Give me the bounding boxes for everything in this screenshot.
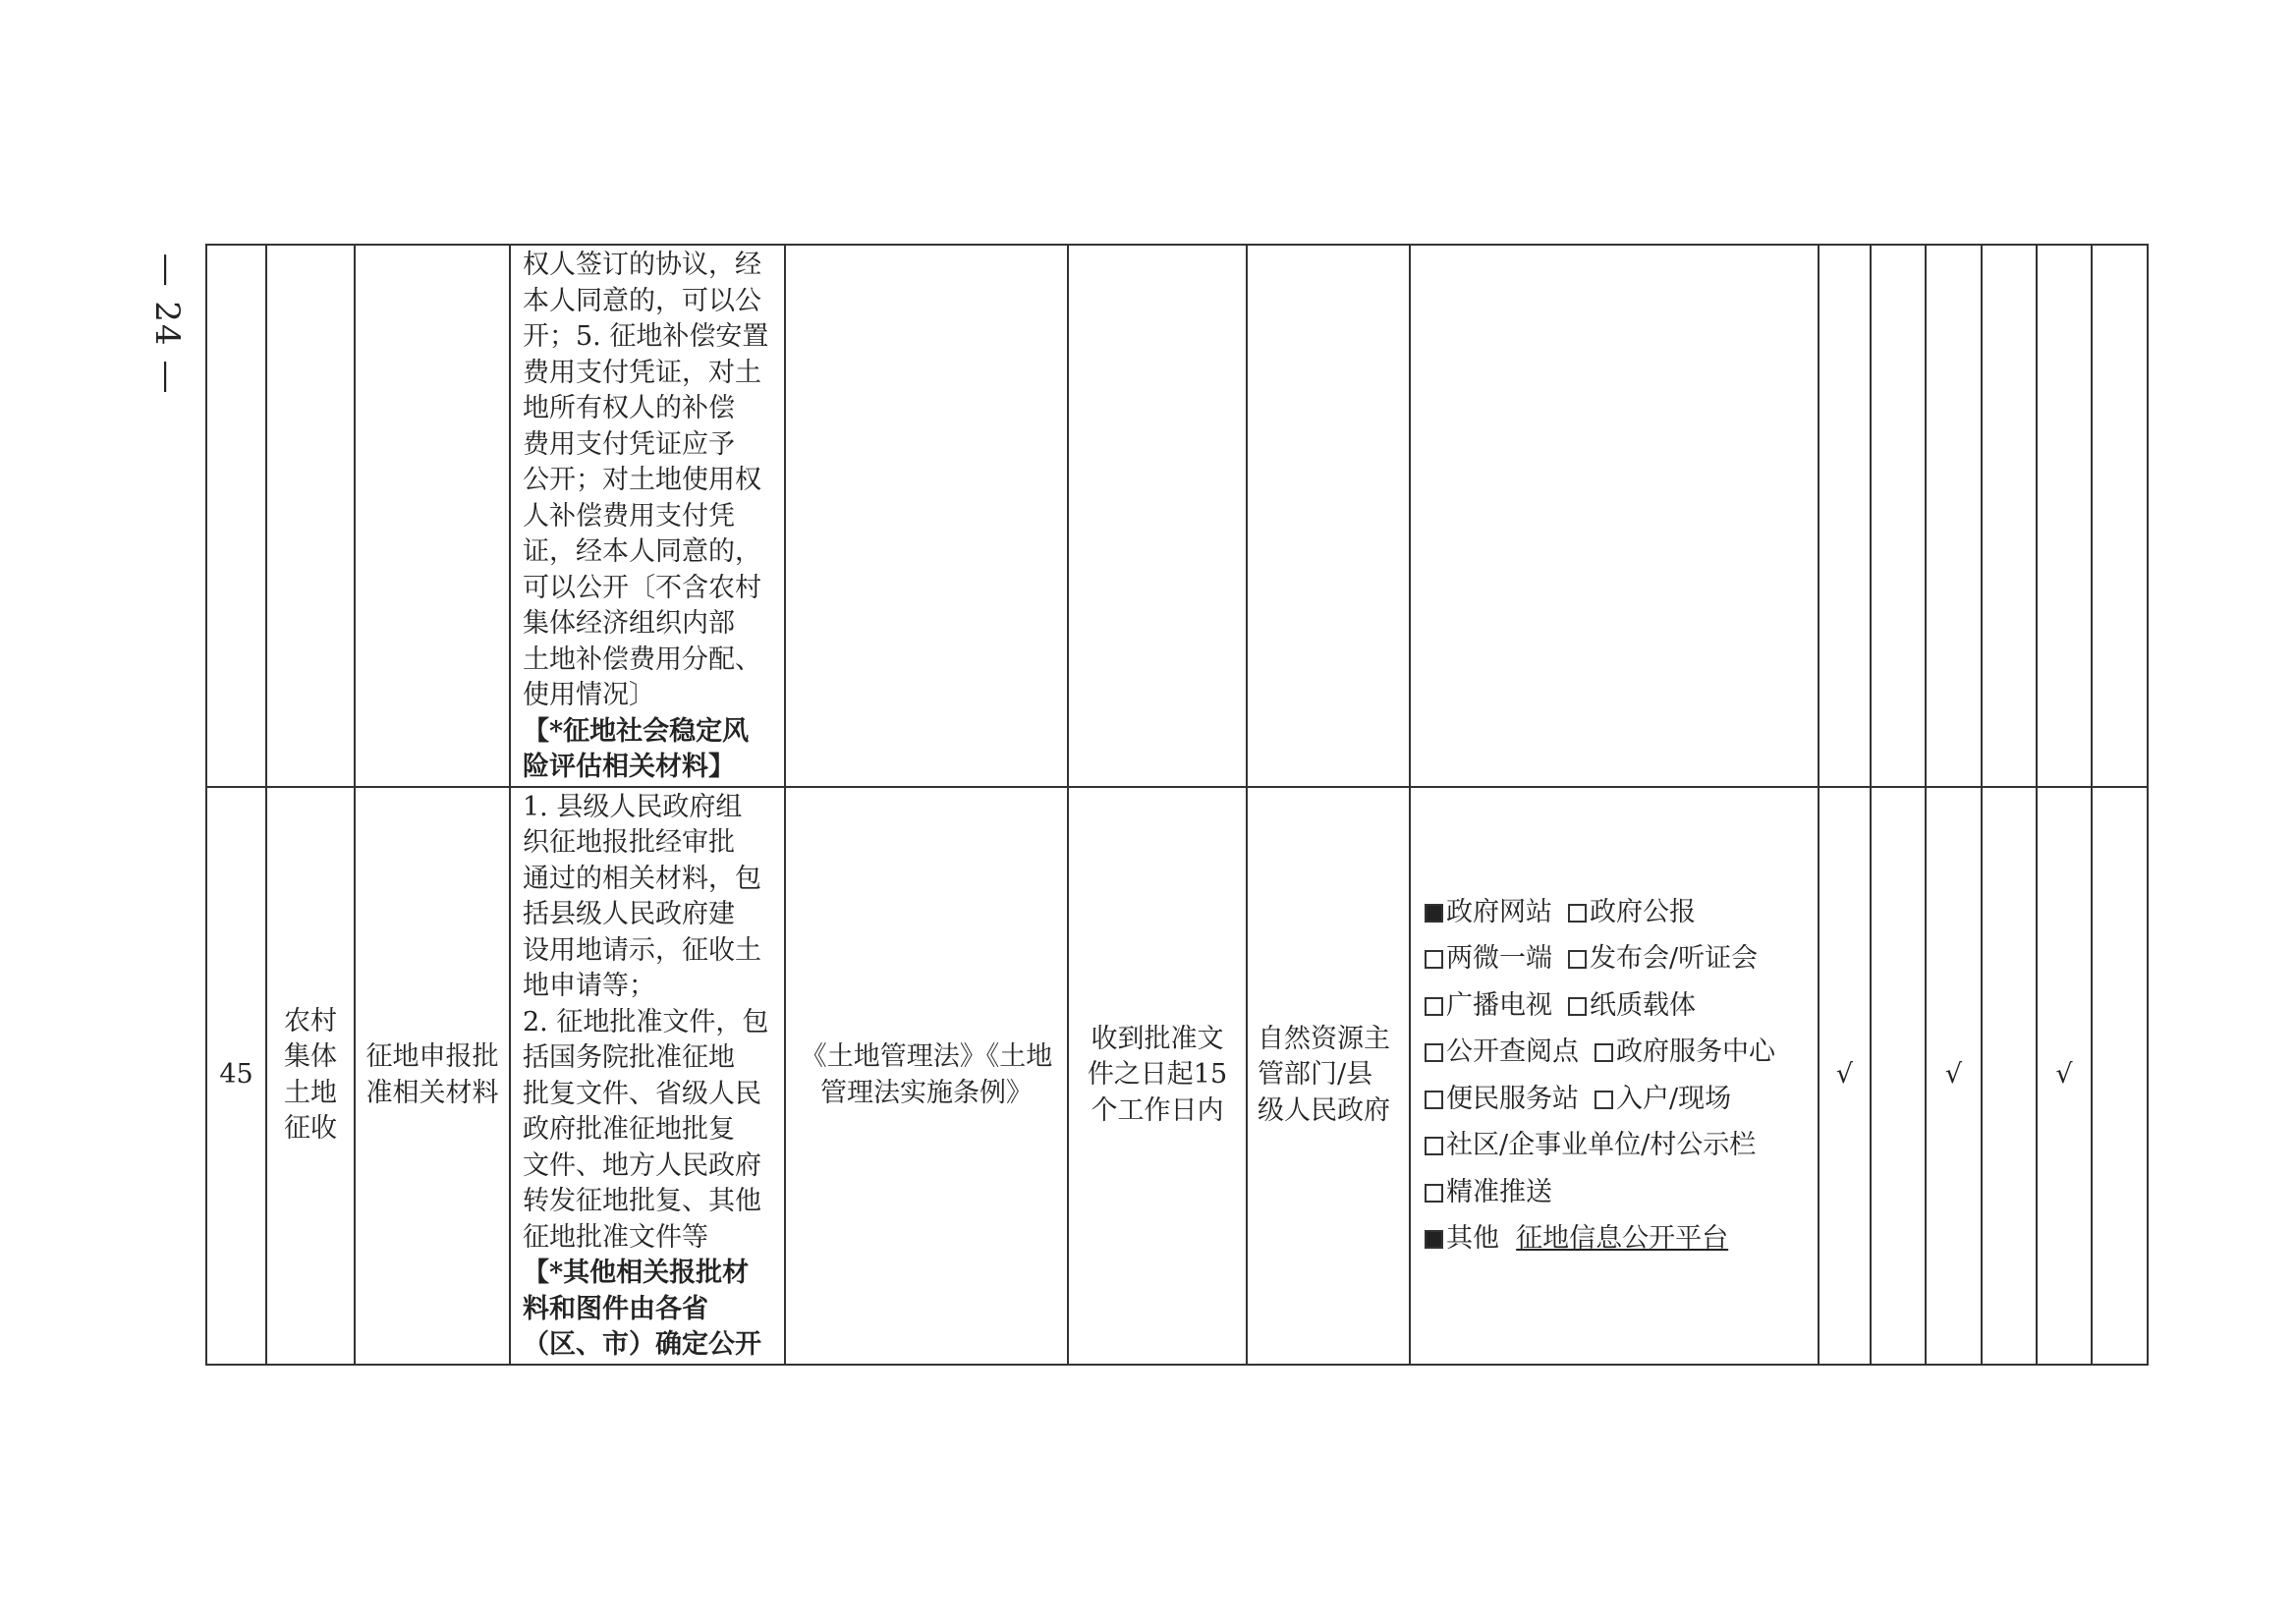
category-cell [266,245,355,787]
category-cell: 农村集体土地征收 [266,787,355,1365]
mark-cell [2037,245,2092,787]
content-line: 织征地报批经审批 [523,827,735,858]
channel-label: 广播电视 [1446,989,1552,1021]
channel-label: 政府公报 [1590,896,1696,927]
item-cell [355,245,510,787]
mark-cell [1926,245,1982,787]
empty-checkbox-icon [1568,950,1587,969]
content-line: 公开；对土地使用权 [523,465,761,495]
channel-label: 入户/现场 [1616,1083,1732,1114]
channel-label: 政府服务中心 [1616,1036,1775,1067]
mark-cell: √ [1926,787,1982,1365]
empty-checkbox-icon [1595,1043,1613,1062]
empty-checkbox-icon [1425,950,1443,969]
filled-checkbox-icon [1425,1230,1443,1249]
mark-cell [1819,245,1871,787]
empty-checkbox-icon [1425,1043,1443,1062]
basis-cell [785,245,1068,787]
channel-row [1425,1169,1804,1216]
mark-cell [1982,787,2037,1365]
content-line: 费用支付凭证，对土 [523,357,761,388]
empty-checkbox-icon [1425,1137,1443,1155]
empty-checkbox-icon [1425,997,1443,1016]
subject-cell [1247,245,1410,787]
channel-list [1425,889,1804,1216]
content-cell [510,787,785,1365]
time-limit-cell: 收到批准文件之日起15个工作日内 [1068,787,1247,1365]
channel-label: 发布会/听证会 [1590,943,1759,974]
empty-checkbox-icon [1595,1091,1613,1109]
channel-label: 两微一端 [1446,943,1552,974]
seq-cell [206,245,266,787]
content-line: 料和图件由各省 [523,1293,708,1324]
table-row-continued [206,245,2148,787]
content-line: 通过的相关材料，包 [523,863,761,894]
content-bold-lines [523,1256,772,1364]
content-line: 费用支付凭证应予 [523,428,735,460]
channel-row [1425,982,1804,1030]
channel-row [1425,1076,1804,1123]
channel-other-value: 征地信息公开平台 [1516,1223,1729,1254]
empty-checkbox-icon [1568,904,1587,923]
channel-row [1425,889,1804,936]
content-line: 设用地请示，征收土 [523,934,761,966]
content-line: 1. 县级人民政府组 [523,791,743,822]
subject-cell: 自然资源主管部门/县级人民政府 [1247,787,1410,1365]
channel-row [1425,935,1804,982]
channel-row [1425,1122,1804,1169]
mark-cell [1871,787,1926,1365]
empty-checkbox-icon [1568,997,1587,1016]
mark-cell [1871,245,1926,787]
channel-other [1425,1215,1804,1262]
channel-label: 公开查阅点 [1446,1036,1579,1067]
mark-cell [2092,787,2148,1365]
table-row-45 [206,787,2148,1365]
empty-checkbox-icon [1425,1184,1443,1203]
empty-checkbox-icon [1425,1091,1443,1109]
content-line: 征地批准文件等 [523,1221,708,1253]
content-line: 【*其他相关报批材 [523,1258,750,1288]
basis-cell: 《土地管理法》《土地管理法实施条例》 [785,787,1068,1365]
content-line: 批复文件、省级人民 [523,1078,761,1109]
channel-label: 社区/企事业单位/村公示栏 [1446,1130,1757,1160]
channel-row [1425,1029,1804,1076]
content-line: 转发征地批复、其他 [523,1186,761,1216]
mark-cell [1982,245,2037,787]
content-line: 可以公开〔不含农村 [523,572,761,603]
content-line: （区、市）确定公开 [523,1329,761,1360]
page-number: — 24 — [147,252,187,396]
content-bold-lines [523,714,772,786]
content-line: 【*征地社会稳定风 [523,715,750,747]
filled-checkbox-icon [1425,904,1443,923]
content-line: 权人签订的协议，经 [523,250,761,280]
channel-label: 政府网站 [1446,896,1552,927]
content-line: 括县级人民政府建 [523,899,735,929]
content-line: 证，经本人同意的， [523,536,761,567]
mark-cell: √ [1819,787,1871,1365]
channels-cell [1410,787,1819,1365]
item-cell: 征地申报批准相关材料 [355,787,510,1365]
content-line: 政府批准征地批复 [523,1114,735,1145]
content-line: 人补偿费用支付凭 [523,500,735,532]
content-line: 文件、地方人民政府 [523,1149,761,1181]
channel-label: 纸质载体 [1590,989,1696,1021]
content-line: 险评估相关材料】 [523,752,735,782]
channel-label: 精准推送 [1446,1176,1552,1207]
content-line: 土地补偿费用分配、 [523,644,761,675]
disclosure-table [205,244,2149,1366]
content-line: 开；5. 征地补偿安置 [523,321,769,352]
content-lines [523,248,772,714]
content-line: 使用情况〕 [523,680,655,710]
channels-cell [1410,245,1819,787]
content-line: 集体经济组织内部 [523,608,735,639]
content-line: 地所有权人的补偿 [523,393,735,423]
content-line: 本人同意的，可以公 [523,285,761,316]
seq-cell: 45 [206,787,266,1365]
time-limit-cell [1068,245,1247,787]
channel-other-label: 其他 [1446,1223,1499,1254]
content-line: 地申请等； [523,971,655,1001]
content-lines [523,790,772,1257]
channel-label: 便民服务站 [1446,1083,1579,1114]
content-line: 2. 征地批准文件，包 [523,1006,769,1037]
content-cell [510,245,785,787]
mark-cell: √ [2037,787,2092,1365]
mark-cell [2092,245,2148,787]
content-line: 括国务院批准征地 [523,1042,735,1073]
